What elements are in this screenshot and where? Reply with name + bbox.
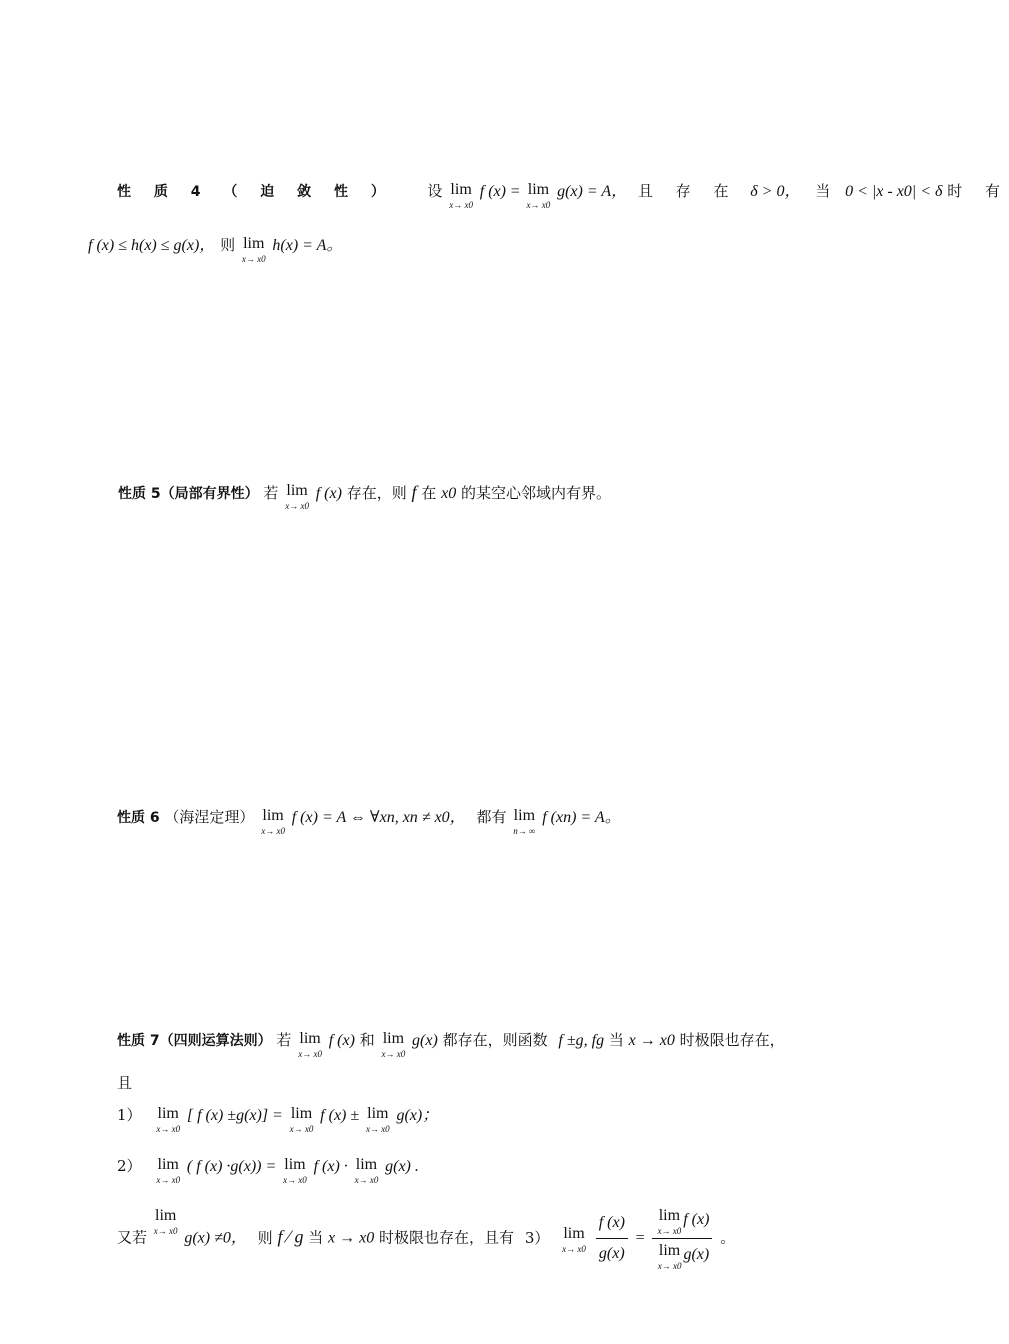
lim-operator: lim x→ x0 <box>354 1156 379 1185</box>
g-not-zero: g(x) ≠0， <box>184 1229 247 1247</box>
ze-text: 则 <box>220 236 236 254</box>
property-5-title: 性质 5（局部有界性） <box>118 486 259 502</box>
property-7-title: 性质 7（四则运算法则） <box>117 1033 272 1049</box>
g-equals-a: g(x) = A， <box>557 183 628 200</box>
equals: = <box>510 183 520 200</box>
lim-operator: lim x→ x0 <box>657 1207 682 1236</box>
text-1: 都存在，则函数 <box>442 1031 548 1049</box>
property-6-title: 性质 6 <box>117 810 160 826</box>
heine-lhs: f (x) = A ⇔ ∀xn, xn ≠ x0， <box>291 809 466 826</box>
item-1-expr: [ f (x) ±g(x)] = <box>186 1107 283 1124</box>
text-2: 时极限也存在， <box>679 1031 785 1049</box>
property-6-name: （海涅定理） <box>164 808 255 826</box>
property-4-line-1 <box>117 180 1009 210</box>
you-ruo-text: 又若 <box>117 1228 148 1247</box>
lim-operator-n: lim n→ ∞ <box>513 807 536 836</box>
lim-operator: lim x→ x0 <box>283 1156 307 1185</box>
h-equals-a: h(x) = A。 <box>272 237 343 254</box>
property-4-line-2 <box>88 234 342 264</box>
g-of-x: g(x) <box>412 1032 438 1049</box>
inequality: 0 < |x - x0| < δ <box>845 183 943 200</box>
dang-text: 当 <box>608 1031 624 1049</box>
x-to-x0: x → x0 <box>328 1229 375 1247</box>
f-of-x: f (x) <box>315 485 342 502</box>
delta-condition: δ > 0， <box>750 183 801 200</box>
item-1-end: g(x)； <box>396 1107 439 1124</box>
lim-operator: lim x→ x0 <box>365 1105 390 1134</box>
item-2-mid: f (x) · <box>313 1158 348 1175</box>
item-2-end: g(x) . <box>385 1158 419 1175</box>
douyou-text: 都有 <box>476 808 507 826</box>
f-over-g: f ⁄ g <box>277 1226 304 1247</box>
limit-quotient-fraction <box>652 1206 712 1271</box>
cunzai-ze-text: 存在，则 <box>346 484 407 502</box>
quotient-fraction <box>596 1210 628 1267</box>
sandwich-inequality: f (x) ≤ h(x) ≤ g(x)， <box>88 237 216 254</box>
x-to-x0: x → x0 <box>628 1032 675 1049</box>
text-3: 时极限也存在，且有 <box>379 1228 515 1247</box>
f-of-x: f (x) <box>328 1032 355 1049</box>
end-mark: 。 <box>720 1228 736 1247</box>
ze-text: 则 <box>257 1228 273 1247</box>
item-2-label: 2） <box>117 1157 142 1175</box>
he-text: 和 <box>359 1031 375 1049</box>
qie-text: 且 <box>117 1074 133 1092</box>
lim-operator: lim x→ x0 <box>156 1105 181 1134</box>
property-5-line <box>118 481 611 511</box>
property-7-line-2 <box>117 1072 132 1094</box>
property-5-tail: 的某空心邻域内有界。 <box>461 484 612 502</box>
ruo-text: 若 <box>263 484 279 502</box>
lim-operator: lim x→ x0 <box>289 1105 314 1134</box>
dang-text: 当 <box>308 1228 324 1247</box>
lim-operator: lim x→ x0 <box>261 807 285 836</box>
item-2-expr: ( f (x) ·g(x)) = <box>186 1158 277 1175</box>
lim-operator: lim x→ x0 <box>526 181 551 210</box>
limit-numerator: lim x→ x0 f (x) <box>652 1206 712 1239</box>
she-text: 设 <box>427 182 443 200</box>
f-of-x: f (x) <box>479 183 506 200</box>
equals: = <box>635 1229 645 1247</box>
lim-operator: lim x→ x0 <box>153 1207 178 1236</box>
lim-operator: lim x→ x0 <box>562 1224 586 1254</box>
lim-operator: lim x→ x0 <box>657 1242 682 1271</box>
heine-rhs: f (xn) = A。 <box>542 809 621 826</box>
x0-symbol: x0 <box>441 485 457 502</box>
lim-operator: lim x→ x0 <box>241 235 266 264</box>
fg-expression: f ±g, fg <box>558 1032 605 1049</box>
lim-operator: lim x→ x0 <box>449 181 473 210</box>
fraction-numerator: f (x) <box>596 1210 628 1239</box>
item-1-mid: f (x) ± <box>320 1107 360 1124</box>
lim-operator: lim x→ x0 <box>298 1030 322 1059</box>
f-symbol: f <box>411 482 417 502</box>
property-4-title: 性 质 4 （ 迫 敛 性 ） <box>117 184 394 200</box>
lim-operator: lim x→ x0 <box>156 1156 181 1185</box>
property-7-line-1 <box>117 1029 785 1059</box>
item-3-label: 3） <box>524 1228 550 1247</box>
qie-cunzai-text: 且 存 在 <box>637 182 738 200</box>
lim-operator: lim x→ x0 <box>381 1030 406 1059</box>
zai-text: 在 <box>421 484 437 502</box>
property-7-item-1 <box>117 1104 438 1134</box>
property-7-item-2 <box>117 1155 419 1185</box>
property-7-item-3 <box>117 1206 735 1271</box>
shi-you-text: 时 有 <box>947 182 1009 200</box>
dang-text: 当 <box>815 182 831 200</box>
limit-denominator: lim x→ x0 g(x) <box>657 1242 710 1271</box>
item-1-label: 1） <box>117 1106 142 1124</box>
fraction-denominator: g(x) <box>598 1245 625 1262</box>
lim-operator: lim x→ x0 <box>285 482 309 511</box>
ruo-text: 若 <box>276 1031 292 1049</box>
property-6-line <box>117 806 621 836</box>
